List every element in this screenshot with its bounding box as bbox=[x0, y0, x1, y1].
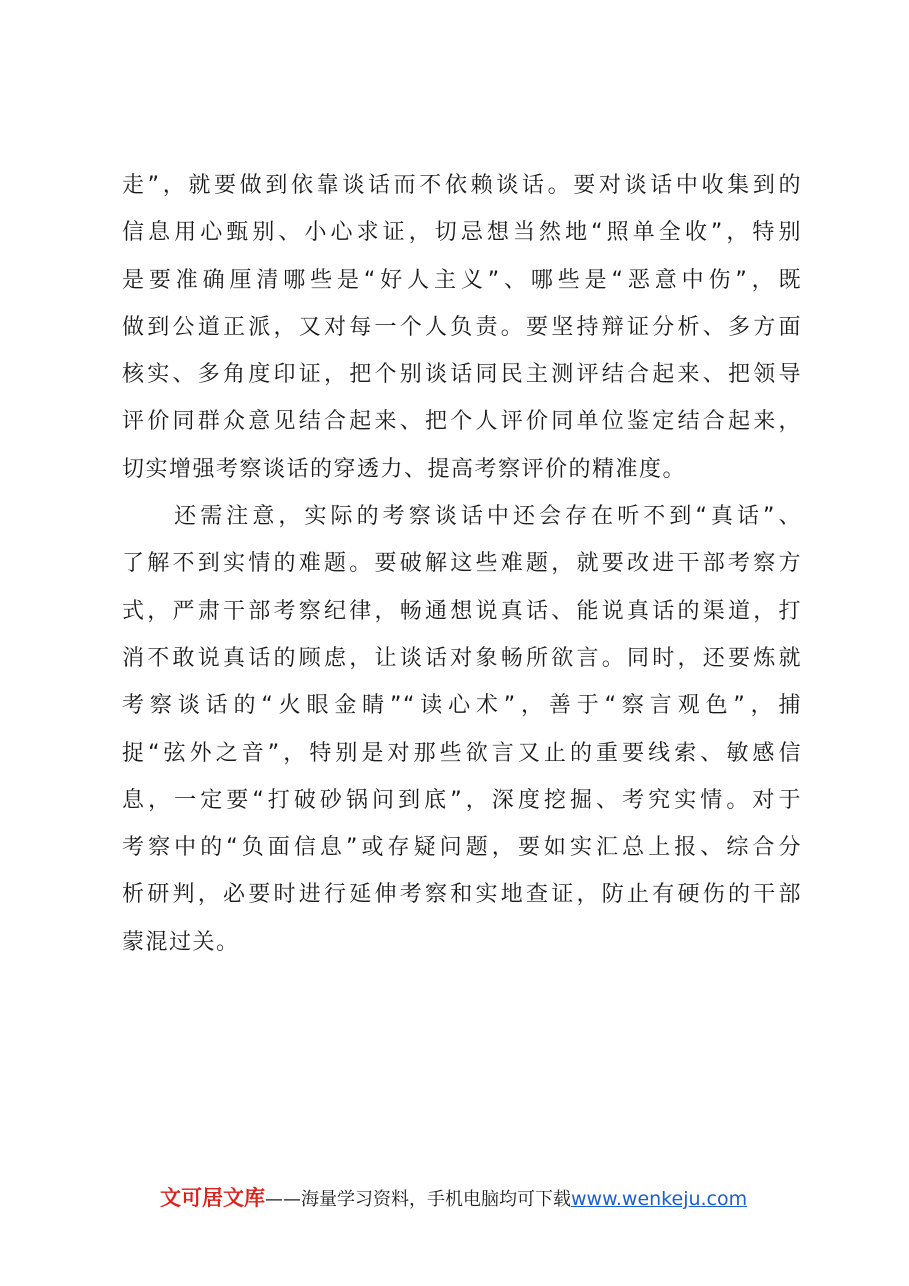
text-line: 了解不到实情的难题。要破解这些难题，就要改进干部考察方 bbox=[122, 551, 802, 577]
text-line: 捉“弦外之音”，特别是对那些欲言又止的重要线索、敏感信 bbox=[122, 740, 802, 766]
text-line: 析研判，必要时进行延伸考察和实地查证，防止有硬伤的干部 bbox=[122, 882, 802, 908]
text-line: 式，严肃干部考察纪律，畅通想说真话、能说真话的渠道，打 bbox=[122, 598, 802, 624]
text-line: 信息用心甄别、小心求证，切忌想当然地“照单全收”，特别 bbox=[122, 220, 802, 246]
text-line: 评价同群众意见结合起来、把个人评价同单位鉴定结合起来， bbox=[122, 409, 802, 435]
text-line: 做到公道正派，又对每一个人负责。要坚持辩证分析、多方面 bbox=[122, 314, 802, 340]
website-link[interactable]: www.wenkeju.com bbox=[571, 1188, 748, 1210]
footer-banner bbox=[160, 1180, 780, 1216]
text-line: 蒙混过关。 bbox=[122, 929, 240, 955]
text-line: 考察谈话的“火眼金睛”“读心术”，善于“察言观色”，捕 bbox=[122, 693, 802, 719]
text-line: 切实增强考察谈话的穿透力、提高考察评价的精准度。 bbox=[122, 456, 687, 482]
text-line: 走”，就要做到依靠谈话而不依赖谈话。要对谈话中收集到的 bbox=[122, 173, 802, 198]
body-text bbox=[122, 162, 802, 966]
text-line: 还需注意，实际的考察谈话中还会存在听不到“真话”、 bbox=[122, 504, 802, 530]
brand-name: 文可居文库 bbox=[160, 1186, 265, 1210]
text-line: 考察中的“负面信息”或存疑问题，要如实汇总上报、综合分 bbox=[122, 835, 802, 861]
footer-slogan: ——海量学习资料，手机电脑均可下载 bbox=[265, 1189, 571, 1210]
text-line: 核实、多角度印证，把个别谈话同民主测评结合起来、把领导 bbox=[122, 362, 802, 388]
text-line: 息，一定要“打破砂锅问到底”，深度挖掘、考究实情。对于 bbox=[122, 787, 802, 813]
text-line: 消不敢说真话的顾虑，让谈话对象畅所欲言。同时，还要炼就 bbox=[122, 645, 802, 671]
text-line: 是要准确厘清哪些是“好人主义”、哪些是“恶意中伤”，既 bbox=[122, 267, 802, 293]
